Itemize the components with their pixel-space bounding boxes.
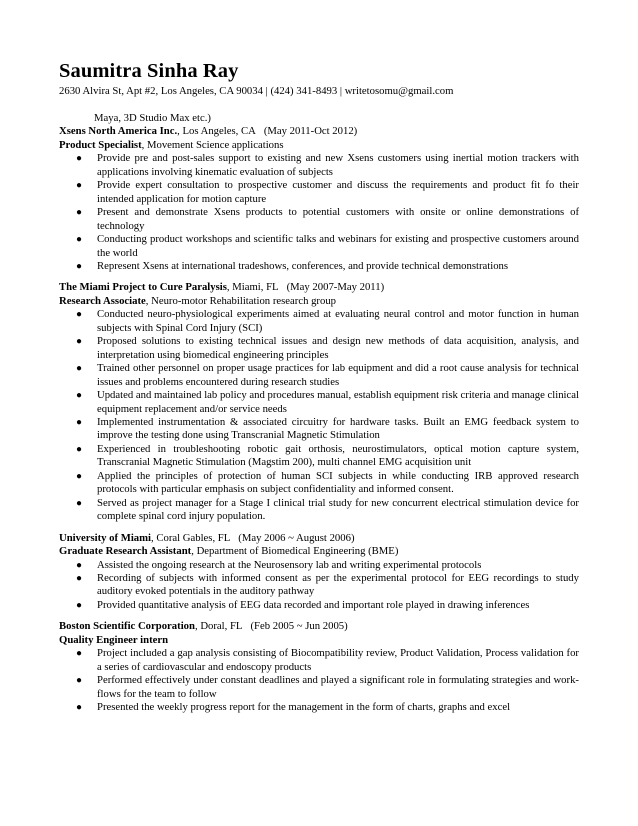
- bullet-icon: ●: [76, 559, 83, 571]
- job-department: , Neuro-motor Rehabilitation research group: [145, 294, 337, 307]
- bullet-icon: ●: [76, 207, 83, 219]
- employer-name: University of Miami: [59, 531, 152, 544]
- responsibility-item: [59, 335, 579, 362]
- employer-location: , Doral, FL: [194, 620, 243, 633]
- bullet-icon: ●: [76, 234, 83, 246]
- responsibility-text: Proposed solutions to existing technical issues and design new methods of data acquisition, analysis, and interpretation using biomedical engineering principles: [97, 335, 579, 361]
- responsibility-item: [59, 674, 579, 701]
- responsibility-text: Applied the principles of protection of human SCI subjects in while conducting IRB approved research protocols with particular emphasis on subject confidentiality and informed consent.: [97, 469, 579, 496]
- bullet-icon: ●: [76, 390, 83, 402]
- bullet-icon: ●: [76, 363, 83, 375]
- employer-line: [59, 125, 579, 138]
- responsibility-item: [59, 572, 579, 599]
- bullet-icon: ●: [76, 416, 83, 428]
- responsibility-item: [59, 233, 579, 260]
- bullet-icon: ●: [76, 180, 83, 192]
- responsibility-text: Represent Xsens at international tradeshows, conferences, and provide technical demonstrations: [97, 259, 509, 272]
- responsibility-text: Trained other personnel on proper usage practices for lab equipment and did a root cause analysis for technical issues and problems encountered during research studies: [97, 362, 579, 388]
- responsibility-item: [59, 362, 579, 389]
- responsibility-text: Assisted the ongoing research at the Neurosensory lab and writing experimental protocols: [97, 558, 482, 571]
- responsibility-item: [59, 152, 579, 179]
- responsibility-text: Performed effectively under constant deadlines and played a significant role in formulating strategies and work-flows for the team to follow: [97, 674, 579, 700]
- employer-line: [59, 620, 579, 633]
- job-title: Quality Engineer intern: [59, 633, 169, 646]
- responsibility-list: [59, 308, 579, 523]
- responsibility-text: Provided quantitative analysis of EEG data recorded and important role played in drawing inferences: [97, 598, 530, 611]
- employer-name: Xsens North America Inc.: [59, 125, 178, 138]
- responsibility-text: Provide pre and post-sales support to existing and new Xsens customers using inertial motion trackers with applications involving kinematic evaluation of subjects: [97, 152, 579, 178]
- employer-location: , Los Angeles, CA: [177, 125, 256, 138]
- role-line: [59, 634, 579, 647]
- responsibility-item: [59, 308, 579, 335]
- job-title: Graduate Research Assistant: [59, 545, 192, 558]
- employment-dates: (May 2006 ~ August 2006): [238, 531, 355, 544]
- responsibility-text: Present and demonstrate Xsens products to potential customers with onsite or online demonstrations of technology: [97, 206, 579, 232]
- job-entry: [59, 125, 579, 273]
- job-entry: [59, 281, 579, 523]
- responsibility-item: [59, 206, 579, 233]
- job-entry: [59, 620, 579, 714]
- role-line: [59, 545, 579, 558]
- bullet-icon: ●: [76, 470, 83, 482]
- responsibility-item: [59, 389, 579, 416]
- bullet-icon: ●: [76, 497, 83, 509]
- candidate-name: Saumitra Sinha Ray: [59, 60, 239, 82]
- bullet-icon: ●: [76, 599, 83, 611]
- responsibility-item: [59, 497, 579, 524]
- job-department: , Movement Science applications: [141, 138, 284, 151]
- responsibility-item: [59, 647, 579, 674]
- bullet-icon: ●: [76, 153, 83, 165]
- employment-dates: (Feb 2005 ~ Jun 2005): [250, 620, 348, 633]
- responsibility-text: Project included a gap analysis consisting of Biocompatibility review, Product Validation, Process validation for a series of cardiovascular and endoscopy products: [97, 647, 579, 673]
- job-entry: [59, 532, 579, 613]
- employer-line: [59, 281, 579, 294]
- employer-location: , Miami, FL: [226, 281, 279, 294]
- responsibility-item: [59, 470, 579, 497]
- responsibility-item: [59, 179, 579, 206]
- responsibility-item: [59, 599, 579, 612]
- employer-line: [59, 532, 579, 545]
- experience-section: [59, 112, 579, 714]
- responsibility-item: [59, 559, 579, 572]
- responsibility-text: Updated and maintained lab policy and procedures manual, establish equipment risk criteria and manage clinical equipment replacement and/or service needs: [97, 389, 579, 415]
- responsibility-item: [59, 416, 579, 443]
- employment-dates: (May 2007-May 2011): [286, 281, 385, 294]
- contact-line: 2630 Alvira St, Apt #2, Los Angeles, CA 90034 | (424) 341-8493 | writetosomu@gmail.com: [59, 85, 454, 97]
- responsibility-item: [59, 443, 579, 470]
- responsibility-list: [59, 559, 579, 613]
- responsibility-text: Conducted neuro-physiological experiments aimed at evaluating neural control and motor function in human subjects with Spinal Cord Injury (SCI): [97, 308, 579, 334]
- job-title: Product Specialist: [59, 138, 142, 151]
- bullet-icon: ●: [76, 648, 83, 660]
- responsibility-item: [59, 701, 579, 714]
- role-line: [59, 139, 579, 152]
- responsibility-item: [59, 260, 579, 273]
- employment-dates: (May 2011-Oct 2012): [263, 125, 358, 138]
- bullet-icon: ●: [76, 702, 83, 714]
- bullet-icon: ●: [76, 443, 83, 455]
- bullet-icon: ●: [76, 309, 83, 321]
- job-list: [59, 125, 579, 714]
- bullet-icon: ●: [76, 260, 83, 272]
- responsibility-list: [59, 647, 579, 714]
- job-title: Research Associate: [59, 294, 146, 307]
- employer-name: Boston Scientific Corporation: [59, 620, 195, 633]
- employer-location: , Coral Gables, FL: [151, 531, 231, 544]
- responsibility-text: Served as project manager for a Stage I clinical trial study for new concurrent electrical stimulation device for complete spinal cord injury population.: [97, 496, 579, 523]
- responsibility-text: Recording of subjects with informed consent as per the experimental protocol for EEG recordings to study auditory evoked potentials in the auditory pathway: [97, 571, 579, 598]
- employer-name: The Miami Project to Cure Paralysis: [59, 281, 227, 294]
- role-line: [59, 295, 579, 308]
- job-department: , Department of Biomedical Engineering (BME): [191, 545, 399, 558]
- responsibility-text: Conducting product workshops and scientific talks and webinars for existing and prospective customers around the world: [97, 233, 579, 259]
- bullet-icon: ●: [76, 675, 83, 687]
- responsibility-text: Provide expert consultation to prospective customer and discuss the requirements and product fit fo their intended application for motion capture: [97, 179, 579, 205]
- responsibility-text: Implemented instrumentation & associated circuitry for hardware tasks. Built an EMG feedback system to improve the testing done using Transcranial Magnetic Stimulation: [97, 415, 579, 442]
- bullet-icon: ●: [76, 336, 83, 348]
- responsibility-text: Presented the weekly progress report for the management in the form of charts, graphs and excel: [97, 701, 511, 714]
- bullet-icon: ●: [76, 572, 83, 584]
- responsibility-text: Experienced in troubleshooting robotic gait orthosis, neurostimulators, optical motion capture system, Transcranial Magnetic Stimulation (Magstim 200), multi channel EMG acquisition unit: [97, 442, 579, 469]
- responsibility-list: [59, 152, 579, 273]
- carryover-line: Maya, 3D Studio Max etc.): [94, 112, 211, 124]
